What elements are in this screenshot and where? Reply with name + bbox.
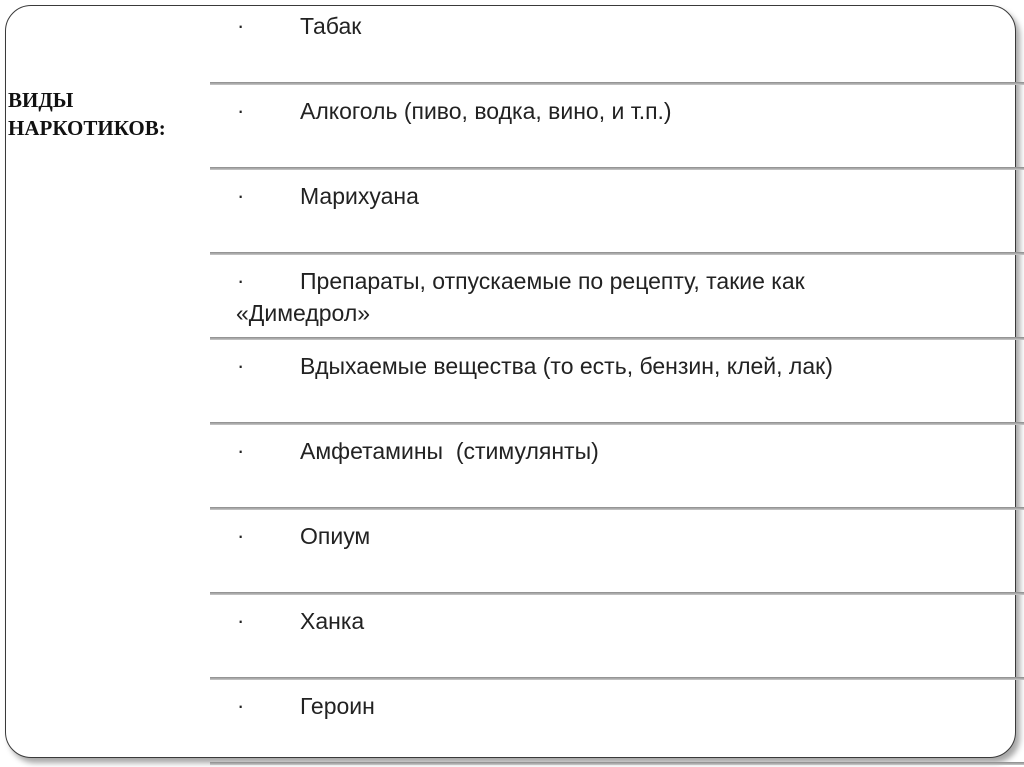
list-item-label: Препараты, отпускаемые по рецепту, такие как «Димедрол» xyxy=(236,268,805,326)
list-item xyxy=(210,595,1024,680)
heading-line-2: НАРКОТИКОВ: xyxy=(8,116,166,140)
bullet-icon: · xyxy=(237,268,245,293)
list-item xyxy=(210,425,1024,510)
drug-types-heading xyxy=(8,86,166,142)
list-item-label: Табак xyxy=(300,13,362,39)
bullet-icon: · xyxy=(237,523,245,548)
list-item xyxy=(210,170,1024,255)
list-item-label: Опиум xyxy=(300,523,371,549)
heading-line-1: ВИДЫ xyxy=(8,88,74,112)
list-item xyxy=(210,340,1024,425)
list-item xyxy=(210,680,1024,765)
bullet-icon: · xyxy=(237,98,245,123)
list-item xyxy=(210,255,1024,340)
bullet-icon: · xyxy=(237,693,245,718)
bullet-icon: · xyxy=(237,353,245,378)
list-item-label: Героин xyxy=(300,693,375,719)
list-item-label: Амфетамины (стимулянты) xyxy=(300,438,599,464)
bullet-icon: · xyxy=(237,438,245,463)
list-item xyxy=(210,510,1024,595)
list-item-label: Алкоголь (пиво, водка, вино, и т.п.) xyxy=(300,98,672,124)
list-item xyxy=(210,85,1024,170)
row-divider xyxy=(210,762,1024,765)
list-item-label: Вдыхаемые вещества (то есть, бензин, клей, лак) xyxy=(300,353,833,379)
bullet-icon: · xyxy=(237,13,245,38)
list-item-label: Ханка xyxy=(300,608,365,634)
bullet-icon: · xyxy=(237,608,245,633)
list-item xyxy=(210,0,1024,85)
list-item-label: Марихуана xyxy=(300,183,419,209)
bullet-icon: · xyxy=(237,183,245,208)
